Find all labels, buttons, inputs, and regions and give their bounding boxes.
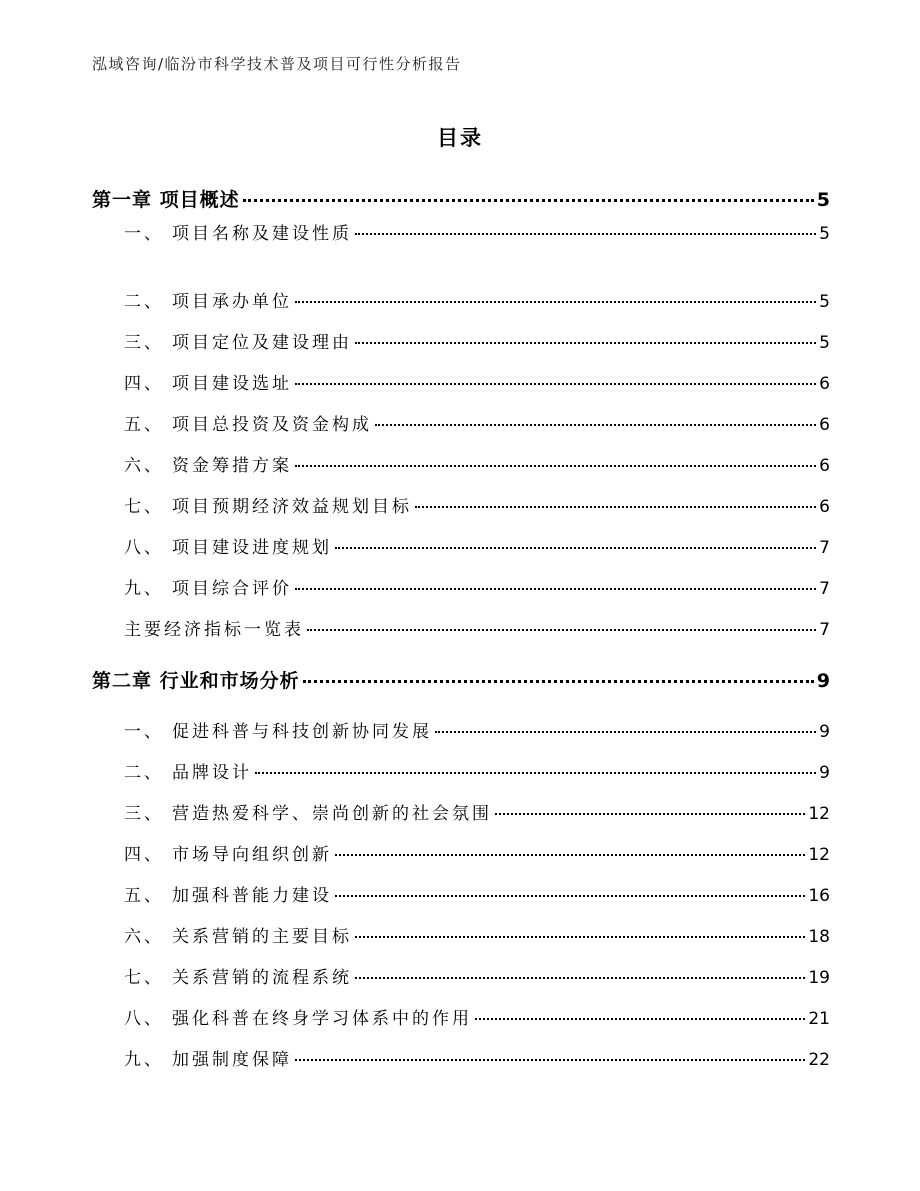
toc-leader: [255, 772, 816, 774]
toc-entry-number: 九、: [124, 579, 164, 599]
page-title: 目录: [437, 126, 483, 150]
toc-entry[interactable]: [124, 328, 830, 353]
toc-leader: [295, 383, 816, 385]
toc-entry-number: 五、: [124, 886, 164, 906]
toc-page-number: 12: [808, 845, 830, 865]
toc-entry-label: 项目总投资及资金构成: [172, 415, 372, 435]
toc-entry-number: 五、: [124, 415, 164, 435]
toc-entry-label: 关系营销的主要目标: [172, 927, 352, 947]
toc-entry[interactable]: [124, 963, 830, 988]
toc-leader: [335, 547, 816, 549]
toc-entry-number: 六、: [124, 456, 164, 476]
toc-chapter-label: 行业和市场分析: [159, 670, 300, 692]
toc-entry-label: 项目建设选址: [172, 374, 292, 394]
toc-leader: [295, 588, 816, 590]
toc-entry-label: 关系营销的流程系统: [172, 968, 352, 988]
toc-chapter-label: 项目概述: [159, 189, 240, 211]
toc-entry[interactable]: [124, 410, 830, 435]
toc-entry[interactable]: [124, 574, 830, 599]
toc-entry-label: 加强制度保障: [172, 1050, 292, 1070]
toc-entry[interactable]: [124, 799, 830, 824]
toc-entry-number: 三、: [124, 804, 164, 824]
toc-leader: [243, 199, 814, 202]
toc-entry[interactable]: [124, 1045, 830, 1070]
toc-leader: [295, 301, 816, 303]
toc-entry[interactable]: [124, 1004, 830, 1029]
toc-entry-label: 营造热爱科学、崇尚创新的社会氛围: [172, 804, 492, 824]
toc-leader: [415, 506, 816, 508]
toc-page-number: 16: [808, 886, 830, 906]
toc-leader: [307, 629, 816, 631]
toc-entry[interactable]: [124, 615, 830, 640]
toc-page-number: 12: [808, 804, 830, 824]
toc-entry-number: 六、: [124, 927, 164, 947]
toc-entry-number: 九、: [124, 1050, 164, 1070]
toc-leader: [475, 1018, 805, 1020]
toc-leader: [355, 977, 805, 979]
toc-page-number: 19: [808, 968, 830, 988]
toc-page-number: 7: [819, 538, 830, 558]
toc-entry[interactable]: [124, 758, 830, 783]
toc-entry-number: 七、: [124, 968, 164, 988]
toc-leader: [295, 465, 816, 467]
toc-entry-number: 一、: [124, 224, 164, 244]
toc-page-number: 5: [819, 333, 830, 353]
toc-page-number: 6: [819, 374, 830, 394]
toc-entry[interactable]: [124, 533, 830, 558]
toc-entry[interactable]: [124, 922, 830, 947]
toc-leader: [435, 731, 816, 733]
toc-entry-label: 项目承办单位: [172, 292, 292, 312]
toc-entry-label: 强化科普在终身学习体系中的作用: [172, 1009, 472, 1029]
toc-entry-number: 二、: [124, 292, 164, 312]
toc-entry-label: 促进科普与科技创新协同发展: [172, 722, 432, 742]
toc-leader: [375, 424, 816, 426]
toc-page-number: 6: [819, 497, 830, 517]
toc-entry-label: 加强科普能力建设: [172, 886, 332, 906]
toc-chapter-2[interactable]: [92, 666, 830, 693]
toc-entry-number: 一、: [124, 722, 164, 742]
toc-page-number: 9: [816, 670, 830, 692]
toc-leader: [295, 1059, 805, 1061]
toc-entry-label: 市场导向组织创新: [172, 845, 332, 865]
page-header: 泓域咨询/临汾市科学技术普及项目可行性分析报告: [92, 55, 462, 73]
toc-entry-label: 项目综合评价: [172, 579, 292, 599]
toc-entry-number: 二、: [124, 763, 164, 783]
toc-entry[interactable]: [124, 451, 830, 476]
toc-entry[interactable]: [124, 369, 830, 394]
toc-entry-number: 八、: [124, 1009, 164, 1029]
toc-leader: [303, 680, 814, 683]
toc-entry-number: 三、: [124, 333, 164, 353]
toc-entry-number: 七、: [124, 497, 164, 517]
toc-entry[interactable]: [124, 219, 830, 244]
toc-chapter-number: 第一章: [92, 189, 153, 211]
toc-entry-label: 品牌设计: [172, 763, 252, 783]
toc-page-number: 9: [819, 763, 830, 783]
toc-entry-label: 项目建设进度规划: [172, 538, 332, 558]
toc-page-number: 5: [819, 292, 830, 312]
toc-entry-number: 四、: [124, 845, 164, 865]
toc-entry-label: 项目名称及建设性质: [172, 224, 352, 244]
toc-entry[interactable]: [124, 881, 830, 906]
toc-entry-number: 八、: [124, 538, 164, 558]
toc-entry[interactable]: [124, 717, 830, 742]
toc-chapter-number: 第二章: [92, 670, 153, 692]
toc-entry[interactable]: [124, 492, 830, 517]
toc-leader: [355, 233, 816, 235]
toc-page-number: 21: [808, 1009, 830, 1029]
toc-leader: [355, 342, 816, 344]
toc-page-number: 7: [819, 579, 830, 599]
toc-page-number: 9: [819, 722, 830, 742]
toc-page-number: 18: [808, 927, 830, 947]
toc-entry-label: 资金筹措方案: [172, 456, 292, 476]
toc-entry-number: 四、: [124, 374, 164, 394]
toc-leader: [335, 895, 805, 897]
toc-page-number: 5: [816, 189, 830, 211]
toc-entry[interactable]: [124, 287, 830, 312]
toc-page-number: 6: [819, 415, 830, 435]
toc-leader: [335, 854, 805, 856]
toc-page-number: 7: [819, 620, 830, 640]
toc-entry-label: 主要经济指标一览表: [124, 620, 304, 640]
toc-chapter-1[interactable]: [92, 185, 830, 212]
toc-entry-label: 项目定位及建设理由: [172, 333, 352, 353]
toc-page-number: 22: [808, 1050, 830, 1070]
toc-entry[interactable]: [124, 840, 830, 865]
toc-leader: [355, 936, 805, 938]
toc-leader: [495, 813, 805, 815]
toc-page-number: 6: [819, 456, 830, 476]
toc-entry-label: 项目预期经济效益规划目标: [172, 497, 412, 517]
toc-page-number: 5: [819, 224, 830, 244]
